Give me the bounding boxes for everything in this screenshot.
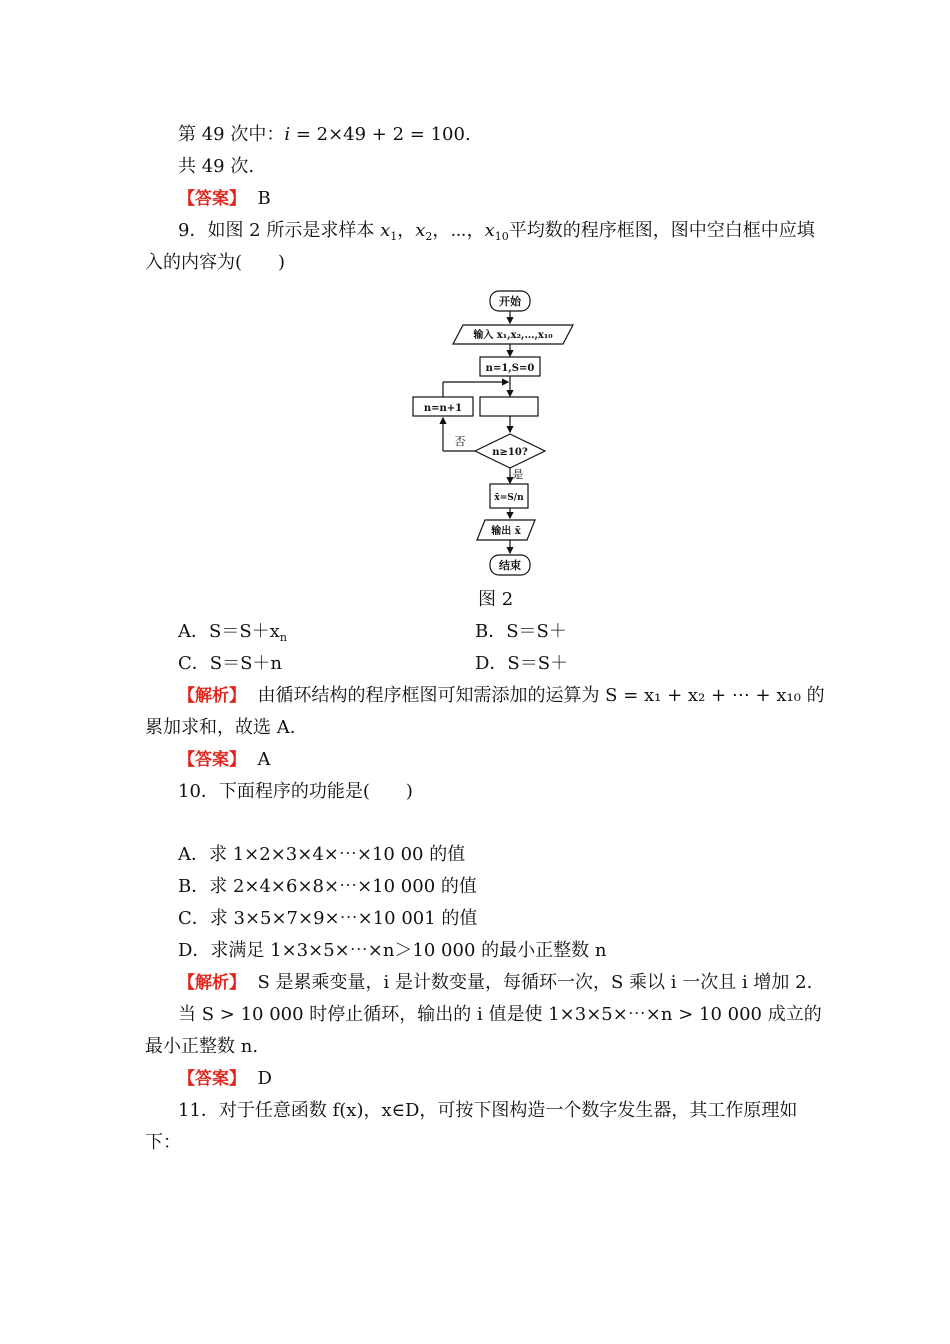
q10-analysis: 【解析】 S 是累乘变量，i 是计数变量，每循环一次，S 乘以 i 一次且 i 增加 2. [178, 972, 813, 993]
q10-analysis-line2: 当 S > 10 000 时停止循环，输出的 i 值是使 1×3×5×⋯×n > 10 000 成立的 [178, 1004, 822, 1025]
figure-caption: 图 2 [478, 589, 514, 610]
answer-tag: 【答案】 [178, 750, 246, 770]
flow-no-label: 否 [454, 435, 466, 448]
q10-analysis-line3: 最小正整数 n. [145, 1036, 259, 1057]
answer-tag: 【答案】 [178, 1069, 246, 1089]
q9-option-b: B．S＝S＋ [475, 621, 567, 642]
q10-option-c: C．求 3×5×7×9×⋯×10 001 的值 [178, 908, 478, 929]
q10-option-b: B．求 2×4×6×8×⋯×10 000 的值 [178, 876, 477, 897]
q9-answer: 【答案】 A [178, 749, 271, 770]
analysis-tag: 【解析】 [178, 686, 246, 706]
flowchart-figure [405, 289, 585, 581]
q9-option-a: A．$S=S+x_n$ [178, 621, 287, 644]
q8-count-line: 共 49 次. [178, 156, 255, 177]
q8-step-line: 第 49 次中：i = 2×49 + 2 = 100. [178, 124, 471, 145]
q9-stem: 9．如图 2 所示是求样本 $x_1$，$x_2$，⋯，$x_{10}$平均数的程序框图，图中空白框中应填 [178, 220, 815, 243]
flow-input-label: 输入 x₁,x₂,…,x₁₀ [473, 330, 553, 341]
flow-output-label: 输出 x̄ [491, 526, 521, 537]
q9-option-c: C．S＝S＋n [178, 653, 283, 674]
answer-tag: 【答案】 [178, 189, 246, 209]
q10-answer: 【答案】 D [178, 1068, 272, 1089]
q8-answer: 【答案】 B [178, 188, 271, 209]
flow-yes-label: 是 [512, 468, 524, 481]
q9-analysis: 【解析】 由循环结构的程序框图可知需添加的运算为 S = x₁ + x₂ + ⋯ + x₁₀ 的 [178, 685, 825, 706]
flow-increment-label: n=n+1 [423, 403, 463, 414]
analysis-tag: 【解析】 [178, 973, 246, 993]
q10-option-d: D．求满足 1×3×5×⋯×n＞10 000 的最小正整数 n [178, 940, 607, 961]
flow-end-label: 结束 [499, 559, 521, 572]
flow-blank-box [480, 397, 538, 416]
q10-stem: 10．下面程序的功能是( ) [178, 781, 413, 802]
q9-stem-line2: 入的内容为( ) [145, 252, 286, 273]
q9-option-d: D．S＝S＋ [475, 653, 569, 674]
flow-init-label: n=1,S=0 [485, 363, 535, 374]
q10-option-a: A．求 1×2×3×4×⋯×10 00 的值 [178, 844, 466, 865]
q11-stem: 11．对于任意函数 f(x)，x∈D，可按下图构造一个数字发生器，其工作原理如 [178, 1100, 798, 1121]
q9-analysis-line2: 累加求和，故选 A. [145, 717, 296, 738]
flow-start-label: 开始 [499, 295, 521, 308]
flow-decision-label: n≥10? [492, 447, 528, 458]
q11-stem-line2: 下： [145, 1132, 181, 1153]
flow-mean-label: x̄=S/n [494, 493, 524, 503]
